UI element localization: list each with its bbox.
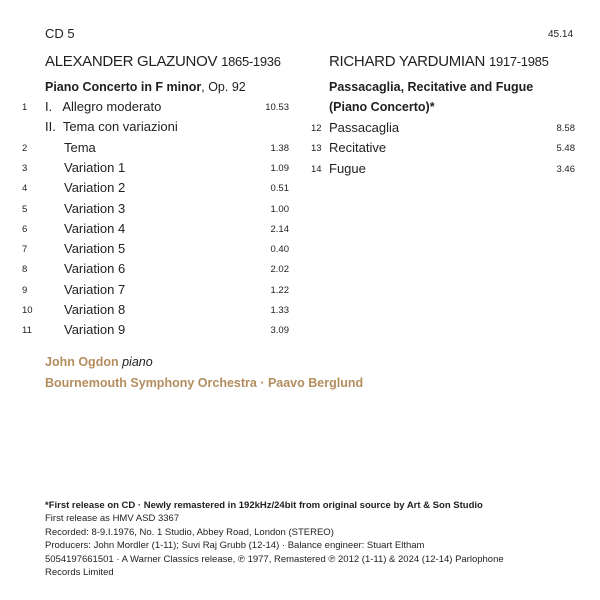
track-duration: 8.58: [556, 123, 575, 134]
track-number: 13: [311, 143, 322, 155]
notes-line: *First release on CD · Newly remastered in 192kHz/24bit from original source by Art & Son Studio: [45, 500, 483, 511]
cd-label: CD 5: [45, 26, 75, 41]
track-duration: 3.46: [556, 163, 575, 175]
track-row: [0, 180, 600, 200]
track-title: Recitative: [329, 140, 387, 156]
work-opus: , Op. 92: [201, 80, 246, 94]
track-title: Variation 6: [64, 261, 126, 277]
track-title: Variation 1: [64, 159, 126, 175]
performer-role: piano: [122, 355, 153, 369]
track-row: [0, 201, 600, 221]
track-title: Variation 3: [64, 200, 126, 216]
track-duration: 10.53: [265, 102, 289, 113]
track-number: 1: [22, 102, 28, 113]
track-number: 10: [22, 305, 33, 316]
track-number: 11: [22, 325, 32, 337]
track-duration: 2.14: [270, 223, 289, 235]
track-number: 4: [22, 183, 28, 195]
track-number: 8: [22, 264, 28, 276]
composer-heading-left: [45, 53, 281, 70]
track-row: [0, 322, 600, 342]
track-number: 6: [22, 223, 28, 235]
performer-name: John Ogdon: [45, 355, 119, 369]
notes-line: Records Limited: [45, 567, 114, 579]
track-title: Variation 2: [64, 180, 126, 196]
cd-total-time: 45.14: [548, 29, 574, 40]
track-row: [0, 140, 600, 160]
track-duration: 1.09: [270, 162, 289, 174]
track-number: 2: [22, 142, 28, 154]
track-duration: 3.09: [270, 325, 289, 337]
composer-dates: 1917-1985: [489, 54, 549, 69]
track-number: 7: [22, 244, 28, 256]
track-title: Variation 8: [64, 302, 126, 317]
track-row: [0, 161, 600, 181]
notes-line: Recorded: 8-9.I.1976, No. 1 Studio, Abbey Road, London (STEREO): [45, 526, 334, 538]
track-title: II. Tema con variazioni: [45, 119, 178, 135]
track-duration: 5.48: [556, 143, 575, 155]
track-row: [0, 302, 600, 322]
orchestra-line: Bournemouth Symphony Orchestra · Paavo Berglund: [45, 376, 364, 390]
track-title: Variation 4: [64, 220, 126, 236]
track-row: [0, 221, 600, 241]
composer-name: RICHARD YARDUMIAN: [329, 53, 486, 70]
track-title: Tema: [64, 139, 96, 155]
notes-line: First release as HMV ASD 3367: [45, 513, 180, 525]
notes-line: 5054197661501 · A Warner Classics release, ℗ 1977, Remastered ℗ 2012 (1-11) & 2024 (12-14) Parlophone: [45, 553, 504, 565]
track-number: 14: [311, 163, 322, 175]
track-number: 12: [311, 123, 322, 134]
track-row: [0, 241, 600, 261]
work-title-right-line1: Passacaglia, Recitative and Fugue: [329, 80, 534, 94]
track-row: [0, 282, 600, 302]
track-title: Passacaglia: [329, 120, 400, 135]
composer-name: ALEXANDER GLAZUNOV: [45, 53, 218, 70]
work-title: Piano Concerto in F minor: [45, 80, 202, 94]
track-row: [0, 120, 600, 140]
track-row: [0, 99, 600, 119]
track-duration: 1.22: [270, 284, 289, 296]
track-row: [0, 261, 600, 281]
notes-line: Producers: John Mordler (1-11); Suvi Raj Grubb (12-14) · Balance engineer: Stuart Eltham: [45, 540, 425, 552]
track-title: Variation 9: [64, 322, 126, 338]
track-title: Fugue: [329, 160, 366, 176]
track-duration: 1.38: [270, 142, 289, 154]
composer-heading-right: [329, 53, 549, 70]
track-duration: 0.40: [270, 244, 289, 256]
track-number: 9: [22, 284, 28, 296]
composer-dates: 1865-1936: [221, 54, 281, 69]
track-number: 3: [22, 162, 28, 174]
track-number: 5: [22, 203, 28, 215]
performer-line: [45, 355, 153, 369]
track-duration: 1.00: [270, 203, 289, 215]
track-duration: 1.33: [270, 305, 289, 316]
track-duration: 0.51: [270, 183, 289, 195]
liner-notes: [45, 499, 504, 579]
track-duration: 2.02: [270, 264, 289, 276]
work-title-right-line2: (Piano Concerto)*: [329, 100, 435, 114]
work-title-left: [45, 80, 246, 94]
track-title: I. Allegro moderato: [45, 99, 162, 114]
track-title: Variation 7: [64, 281, 126, 297]
track-title: Variation 5: [64, 241, 126, 257]
